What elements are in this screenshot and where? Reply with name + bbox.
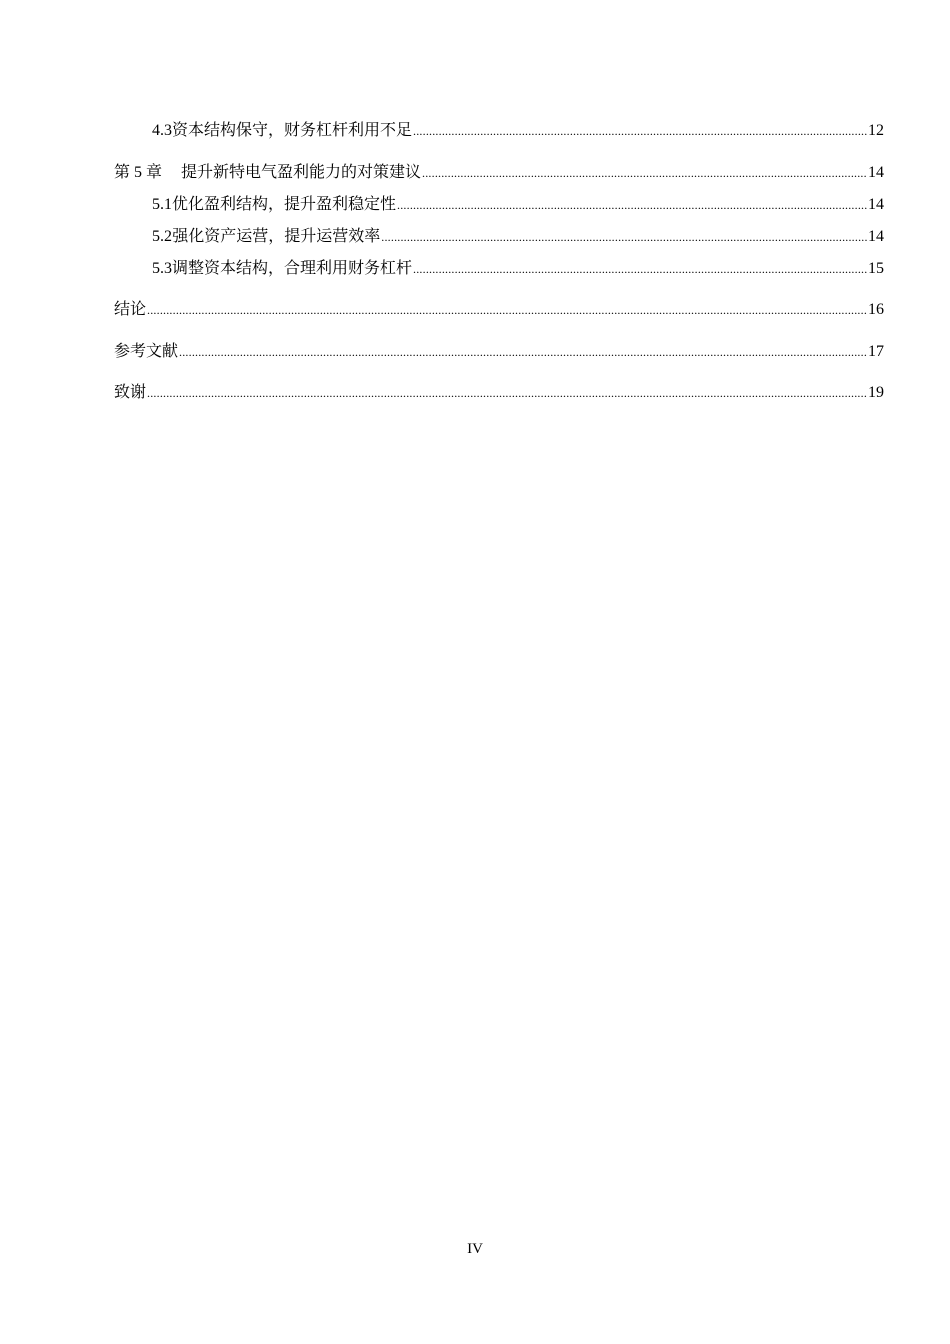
toc-entry-number: 5.3 bbox=[152, 260, 172, 277]
toc-entry-title: 结论 bbox=[114, 299, 147, 318]
toc-entry-number: 5.1 bbox=[152, 196, 172, 213]
toc-entry-page: 17 bbox=[868, 343, 884, 360]
toc-entry-4-3[interactable] bbox=[152, 119, 884, 142]
toc-entry-title: 参考文献 bbox=[114, 341, 179, 360]
dot-leader bbox=[422, 162, 867, 184]
toc-entry-5-1[interactable] bbox=[152, 193, 884, 216]
toc-entry-acknowledgements[interactable] bbox=[114, 381, 884, 404]
toc-entry-references[interactable] bbox=[114, 340, 884, 363]
toc-entry-page: 15 bbox=[868, 260, 884, 277]
toc-entry-title: 调整资本结构，合理利用财务杠杆 bbox=[172, 258, 413, 277]
dot-leader bbox=[147, 382, 867, 404]
toc-entry-5-2[interactable] bbox=[152, 225, 884, 248]
toc-entry-page: 14 bbox=[868, 228, 884, 245]
toc-entry-title: 强化资产运营，提升运营效率 bbox=[172, 226, 381, 245]
toc-entry-title: 优化盈利结构，提升盈利稳定性 bbox=[172, 194, 397, 213]
toc-entry-page: 14 bbox=[868, 196, 884, 213]
dot-leader bbox=[179, 341, 867, 363]
toc-entry-title: 致谢 bbox=[114, 382, 147, 401]
toc-entry-page: 14 bbox=[868, 164, 884, 181]
toc-entry-page: 16 bbox=[868, 301, 884, 318]
dot-leader bbox=[381, 226, 867, 248]
toc-entry-conclusion[interactable] bbox=[114, 298, 884, 321]
toc-entry-number: 4.3 bbox=[152, 122, 172, 139]
dot-leader bbox=[147, 299, 867, 321]
toc-entry-chapter-5[interactable] bbox=[114, 161, 884, 184]
toc-entry-page: 12 bbox=[868, 122, 884, 139]
toc-entry-number: 5.2 bbox=[152, 228, 172, 245]
dot-leader bbox=[413, 120, 867, 142]
toc-entry-number: 第 5 章 bbox=[114, 164, 163, 181]
toc-entry-page: 19 bbox=[868, 384, 884, 401]
toc-entry-5-3[interactable] bbox=[152, 257, 884, 280]
dot-leader bbox=[397, 194, 867, 216]
dot-leader bbox=[413, 258, 867, 280]
page-number: IV bbox=[467, 1241, 483, 1257]
toc-entry-title: 提升新特电气盈利能力的对策建议 bbox=[181, 162, 422, 181]
toc-entry-title: 资本结构保守，财务杠杆利用不足 bbox=[172, 120, 413, 139]
